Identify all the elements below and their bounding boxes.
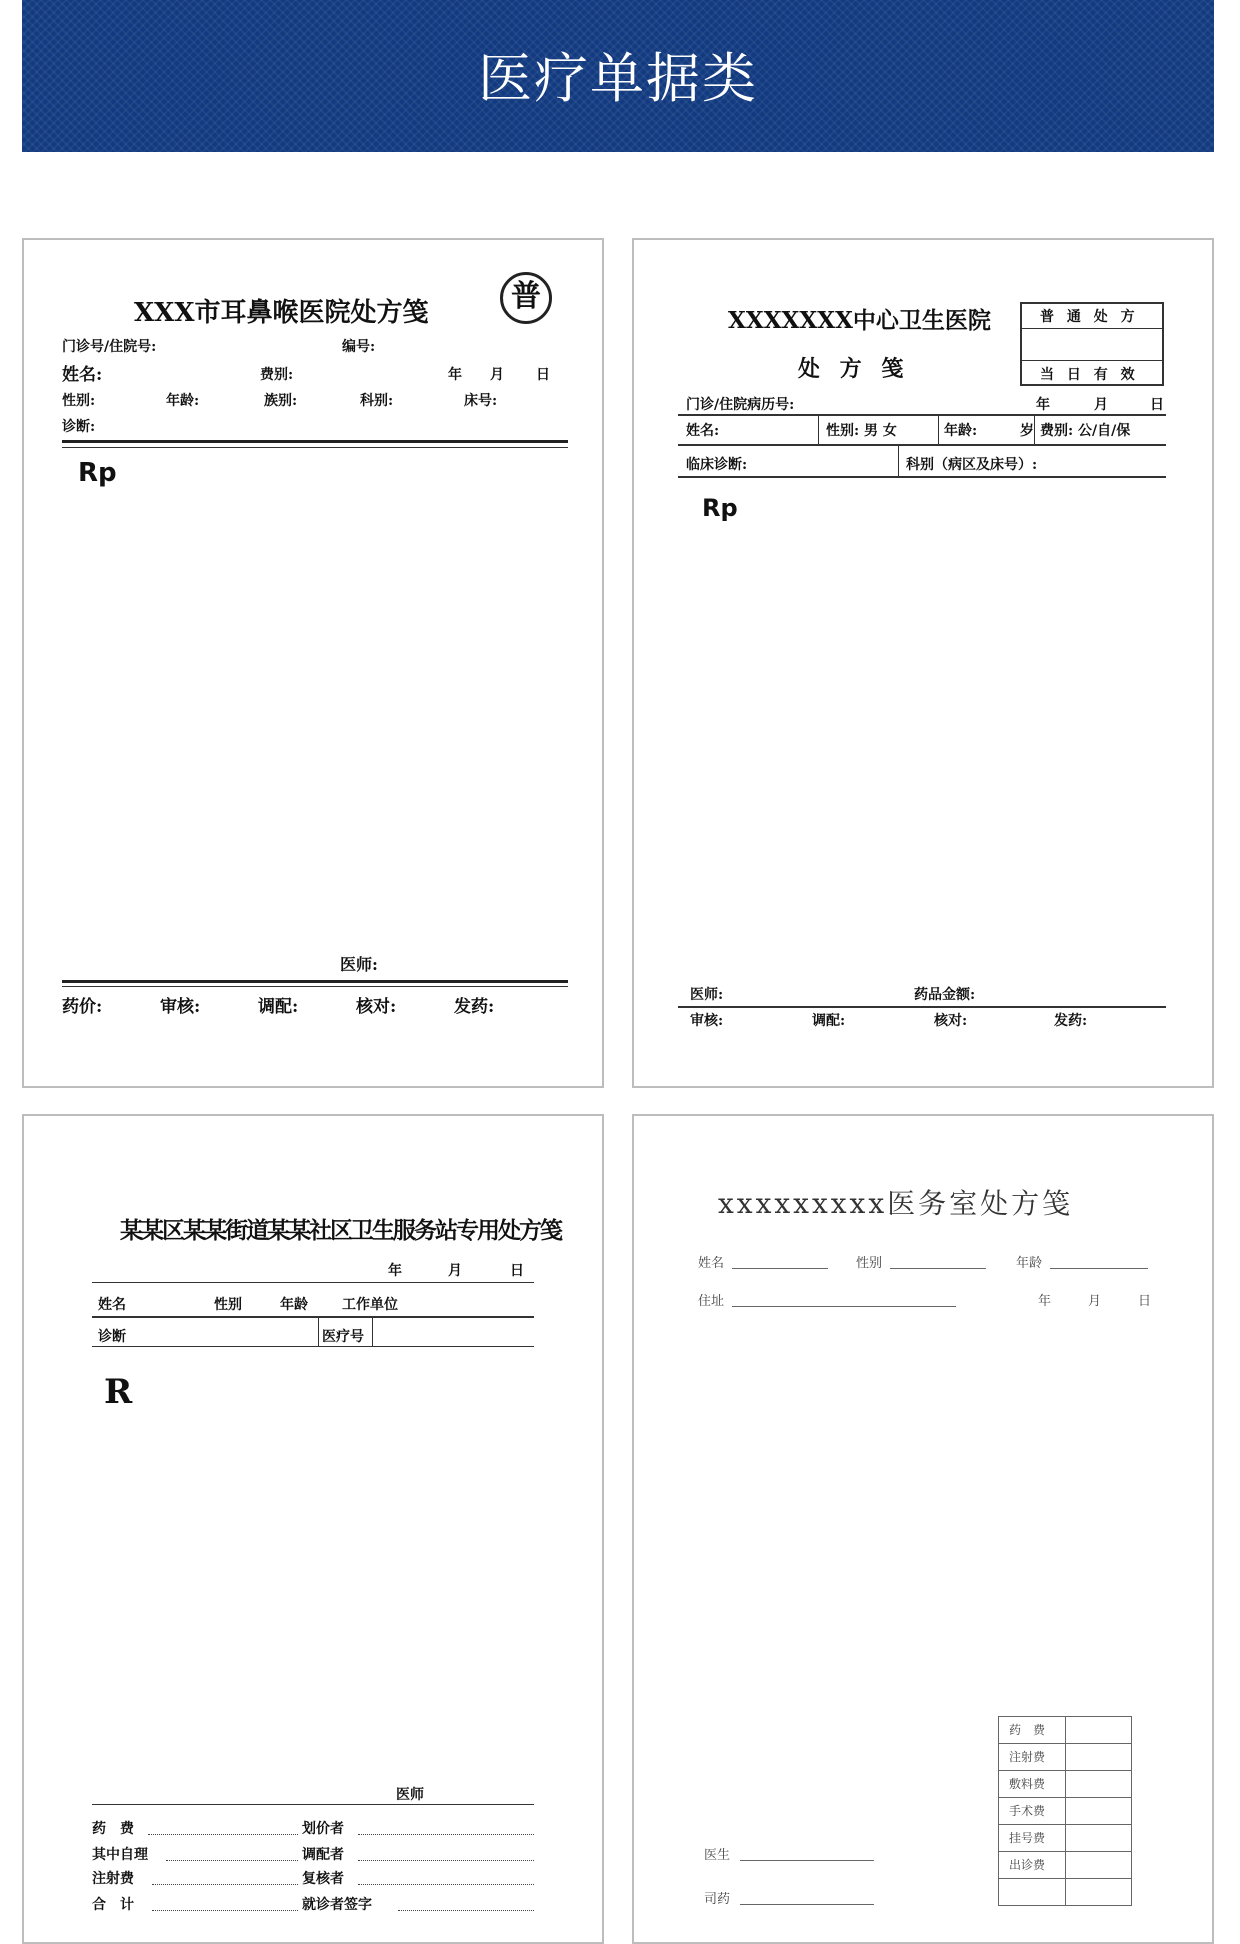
- address-line: [732, 1306, 956, 1307]
- fee-type-label: 费别:: [260, 367, 294, 383]
- day-label: 日: [510, 1263, 524, 1279]
- rp-symbol: R: [104, 1372, 133, 1412]
- prescription-form-clinic-room[interactable]: [632, 1114, 1214, 1944]
- age-unit: 岁: [1020, 423, 1034, 439]
- year-label: 年: [1036, 397, 1050, 413]
- banner-title: 医疗单据类: [478, 47, 758, 110]
- banner: [22, 0, 1214, 152]
- age-label: 年龄: [280, 1297, 308, 1313]
- fee-row-dressing: 敷料费: [1009, 1777, 1046, 1791]
- fee-table: [998, 1716, 1132, 1906]
- doctor-line: [740, 1860, 874, 1861]
- role-dots-checker: [358, 1884, 534, 1885]
- gender-label: 性别: 男 女: [826, 423, 897, 439]
- fee-row-line: [999, 1851, 1131, 1852]
- fee-row-surgery: 手术费: [1009, 1804, 1046, 1818]
- name-label: 姓名: [98, 1297, 126, 1313]
- row-line-1: [92, 1282, 534, 1283]
- form-title: xxxxxxxxx医务室处方笺: [718, 1187, 1074, 1220]
- fee-label-injection: 注射费: [92, 1871, 134, 1887]
- year-label: 年: [1038, 1294, 1052, 1309]
- clinical-diagnosis-label: 临床诊断:: [686, 457, 748, 473]
- fee-label-drug: 药 费: [92, 1821, 134, 1837]
- bed-label: 床号:: [464, 393, 498, 409]
- fee-dots-injection: [152, 1884, 298, 1885]
- col-divider-4: [898, 446, 899, 476]
- footer-line: [92, 1804, 534, 1805]
- age-line: [1050, 1268, 1148, 1269]
- role-label-pricer: 划价者: [302, 1821, 344, 1837]
- stamp-badge: [500, 272, 552, 324]
- fee-row-line: [999, 1797, 1131, 1798]
- name-label: 姓名:: [62, 365, 103, 385]
- footer-issue: 发药:: [454, 997, 495, 1017]
- footer-dispense: 调配:: [812, 1013, 846, 1029]
- year-label: 年: [388, 1263, 402, 1279]
- stamp-text: 普: [511, 279, 541, 314]
- prescription-form-ent[interactable]: [22, 238, 604, 1088]
- box-divider-1: [1022, 328, 1162, 329]
- col-divider-3: [1034, 416, 1035, 444]
- department-label: 科别:: [360, 393, 394, 409]
- workplace-label: 工作单位: [342, 1297, 398, 1313]
- prescription-type-box: [1020, 302, 1164, 386]
- record-no-label: 门诊/住院病历号:: [686, 397, 795, 413]
- rp-symbol: Rp: [78, 458, 117, 488]
- ethnicity-label: 族别:: [264, 393, 298, 409]
- doctor-label: 医师:: [340, 955, 378, 974]
- footer-divider: [62, 980, 568, 983]
- doctor-label: 医师:: [690, 987, 724, 1003]
- role-label-patient-sign: 就诊者签字: [302, 1897, 372, 1913]
- fee-label-self-pay: 其中自理: [92, 1847, 148, 1863]
- name-line: [732, 1268, 828, 1269]
- rp-symbol: Rp: [702, 494, 738, 522]
- day-label: 日: [1138, 1294, 1152, 1309]
- footer-review: 审核:: [690, 1013, 724, 1029]
- row-line-3: [92, 1346, 534, 1347]
- fee-dots-drug: [148, 1834, 298, 1835]
- form-title: XXXXXXX中心卫生医院: [728, 307, 991, 334]
- col-divider-2: [372, 1318, 373, 1346]
- age-label: 年龄:: [166, 393, 200, 409]
- month-label: 月: [448, 1263, 462, 1279]
- fee-row-line: [999, 1770, 1131, 1771]
- fee-row-drug: 药 费: [1009, 1723, 1046, 1737]
- drug-amount-label: 药品金额:: [914, 987, 976, 1003]
- role-label-dispenser: 调配者: [302, 1847, 344, 1863]
- gender-label: 性别: [214, 1297, 242, 1313]
- fee-dots-total: [152, 1910, 298, 1911]
- col-divider-2: [938, 416, 939, 444]
- footer-check: 核对:: [934, 1013, 968, 1029]
- col-divider-1: [318, 1318, 319, 1346]
- header-divider-thin: [62, 447, 568, 448]
- fee-row-registration: 挂号费: [1009, 1831, 1046, 1845]
- fee-label-total: 合 计: [92, 1897, 134, 1913]
- role-label-checker: 复核者: [302, 1871, 344, 1887]
- day-label: 日: [536, 367, 550, 383]
- prescription-form-health-center[interactable]: [632, 238, 1214, 1088]
- fee-row-house-call: 出诊费: [1009, 1858, 1046, 1872]
- name-label: 姓名:: [686, 423, 720, 439]
- footer-dispense: 调配:: [258, 997, 299, 1017]
- fee-table-col-divider: [1065, 1717, 1066, 1905]
- footer-review: 审核:: [160, 997, 201, 1017]
- month-label: 月: [1094, 397, 1108, 413]
- row-line-2: [678, 444, 1166, 446]
- prescription-form-community[interactable]: [22, 1114, 604, 1944]
- footer-check: 核对:: [356, 997, 397, 1017]
- fee-row-injection: 注射费: [1009, 1750, 1046, 1764]
- doctor-label: 医生: [704, 1848, 731, 1863]
- header-divider: [62, 440, 568, 443]
- fee-row-line: [999, 1824, 1131, 1825]
- medical-no-label: 医疗号: [322, 1329, 364, 1345]
- clinic-no-label: 门诊号/住院号:: [62, 339, 157, 355]
- dispenser-line: [740, 1904, 874, 1905]
- col-divider-1: [818, 416, 819, 444]
- fee-row-line: [999, 1878, 1131, 1879]
- age-label: 年龄: [1016, 1256, 1043, 1271]
- serial-no-label: 编号:: [342, 339, 376, 355]
- row-line-2: [92, 1316, 534, 1318]
- footer-line: [678, 1006, 1166, 1008]
- box-divider-2: [1022, 360, 1162, 361]
- footer-issue: 发药:: [1054, 1013, 1088, 1029]
- footer-divider-thin: [62, 986, 568, 987]
- dept-bed-label: 科别（病区及床号）:: [906, 457, 1038, 473]
- dispenser-label: 司药: [704, 1892, 731, 1907]
- year-label: 年: [448, 367, 462, 383]
- row-line-3: [678, 476, 1166, 478]
- footer-drug-price: 药价:: [62, 997, 103, 1017]
- name-label: 姓名: [698, 1256, 725, 1271]
- box-top-label: 普 通 处 方: [1040, 309, 1139, 325]
- form-title: 某某区某某街道某某社区卫生服务站专用处方笺: [120, 1217, 561, 1244]
- box-bottom-label: 当 日 有 效: [1040, 367, 1139, 383]
- diagnosis-label: 诊断:: [62, 419, 96, 435]
- gender-line: [890, 1268, 986, 1269]
- role-dots-pricer: [358, 1834, 534, 1835]
- fee-row-line: [999, 1743, 1131, 1744]
- gender-label: 性别: [856, 1256, 883, 1271]
- age-label: 年龄:: [944, 423, 978, 439]
- month-label: 月: [490, 367, 504, 383]
- doctor-label: 医师: [396, 1787, 424, 1803]
- form-subtitle: 处 方 笺: [798, 356, 910, 382]
- fee-dots-self-pay: [166, 1860, 298, 1861]
- gender-label: 性别:: [62, 393, 96, 409]
- fee-type-label: 费别: 公/自/保: [1040, 423, 1131, 439]
- role-dots-dispenser: [358, 1860, 534, 1861]
- diagnosis-label: 诊断: [98, 1329, 126, 1345]
- day-label: 日: [1150, 397, 1164, 413]
- form-title: XXX市耳鼻喉医院处方笺: [134, 298, 429, 328]
- role-dots-patient-sign: [398, 1910, 534, 1911]
- address-label: 住址: [698, 1294, 725, 1309]
- month-label: 月: [1088, 1294, 1102, 1309]
- row-line-1: [678, 414, 1166, 416]
